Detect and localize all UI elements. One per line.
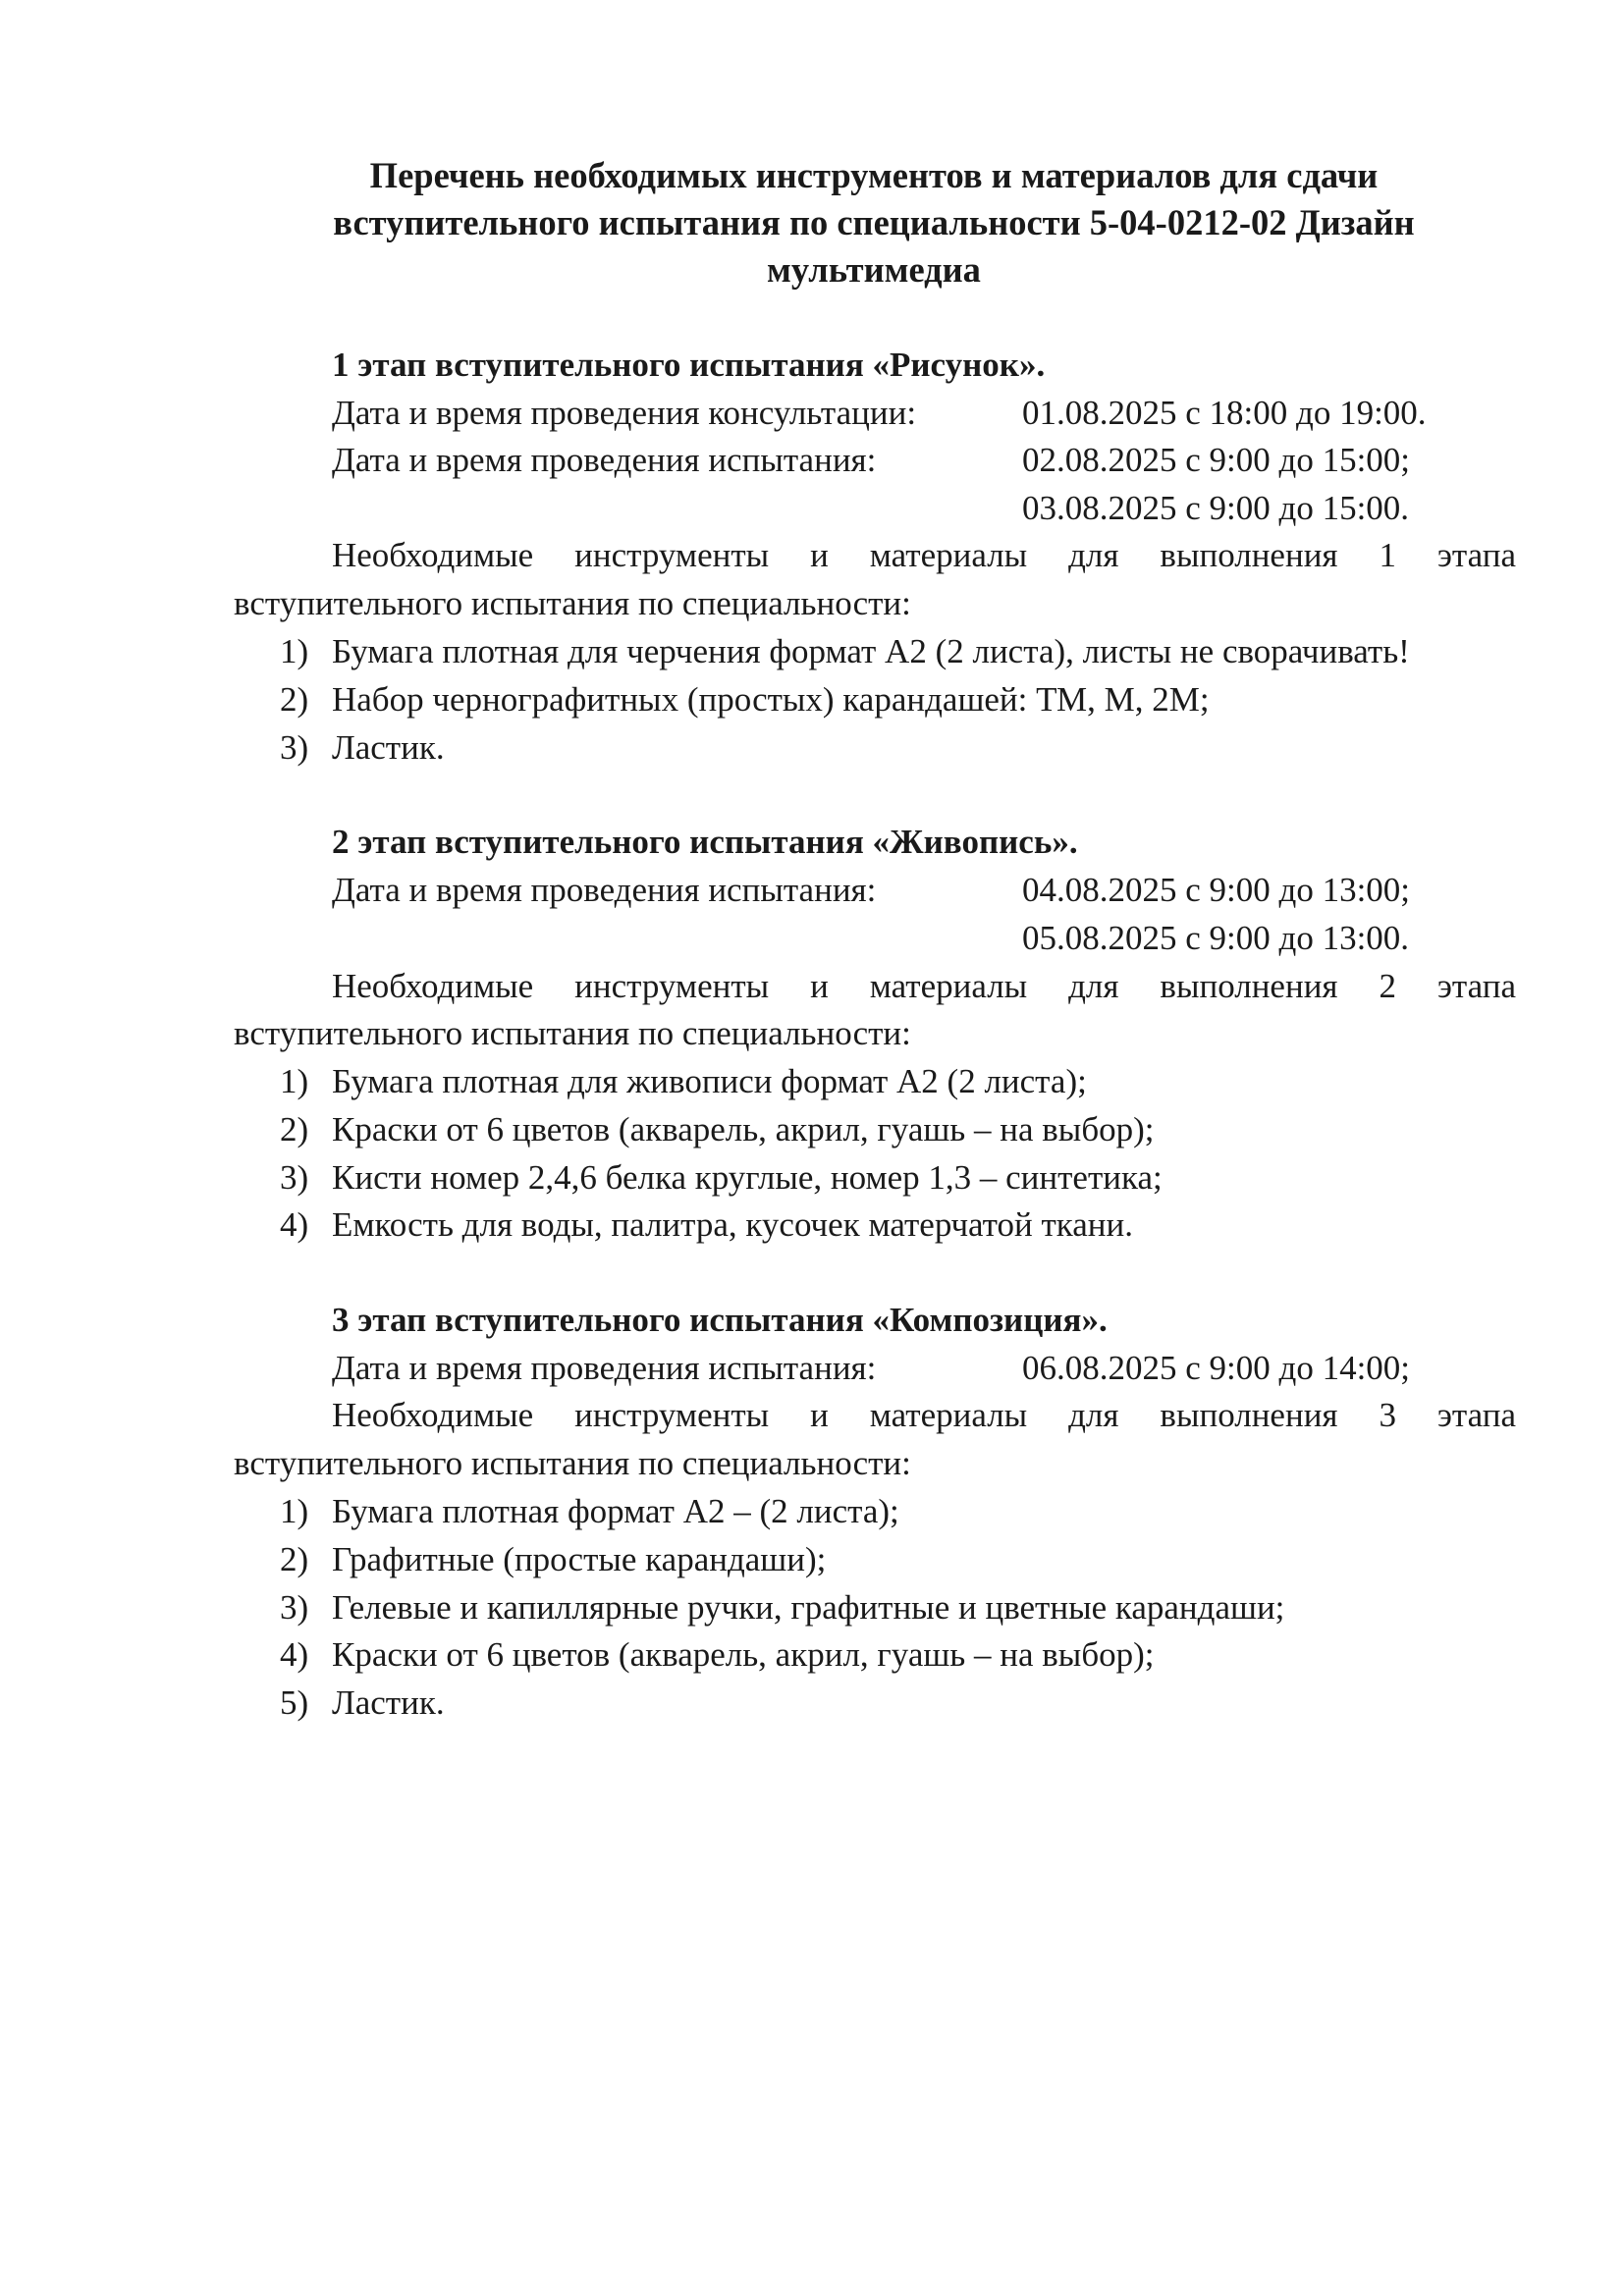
stage3-item-3-number: 3) — [280, 1588, 309, 1627]
stage1-item-1: Бумага плотная для черчения формат А2 (2 листа), листы не сворачивать! — [332, 632, 1410, 670]
stage3-item-1: Бумага плотная формат А2 – (2 листа); — [332, 1492, 899, 1530]
stage2-item-1: Бумага плотная для живописи формат А2 (2 листа); — [332, 1062, 1087, 1100]
stage1-exam-value-1: 02.08.2025 с 9:00 до 15:00; — [1022, 441, 1411, 479]
stage3-item-5: Ластик. — [332, 1683, 445, 1722]
stage2-item-4: Емкость для воды, палитра, кусочек матерчатой ткани. — [332, 1205, 1134, 1244]
stage2-exam-value-2: 05.08.2025 с 9:00 до 13:00. — [1022, 919, 1410, 957]
stage1-item-2-number: 2) — [280, 680, 309, 719]
stage3-item-1-number: 1) — [280, 1492, 309, 1530]
stage3-materials-intro-2: вступительного испытания по специальности: — [234, 1444, 911, 1482]
stage2-item-2: Краски от 6 цветов (акварель, акрил, гуашь – на выбор); — [332, 1110, 1155, 1148]
stage3-item-4: Краски от 6 цветов (акварель, акрил, гуашь – на выбор); — [332, 1635, 1155, 1674]
stage3-exam-value-1: 06.08.2025 с 9:00 до 14:00; — [1022, 1349, 1411, 1387]
stage1-consult-value: 01.08.2025 с 18:00 до 19:00. — [1022, 394, 1427, 432]
stage2-heading: 2 этап вступительного испытания «Живопись». — [332, 823, 1078, 861]
stage3-materials-intro-1: Необходимые инструменты и материалы для выполнения 3 этапа — [332, 1396, 1516, 1434]
stage3-item-5-number: 5) — [280, 1683, 309, 1722]
stage2-item-3: Кисти номер 2,4,6 белка круглые, номер 1,3 – синтетика; — [332, 1158, 1163, 1197]
stage2-exam-label: Дата и время проведения испытания: — [332, 871, 877, 909]
stage3-exam-label: Дата и время проведения испытания: — [332, 1349, 877, 1387]
title-line-1: Перечень необходимых инструментов и материалов для сдачи — [369, 155, 1379, 195]
stage1-exam-value-2: 03.08.2025 с 9:00 до 15:00. — [1022, 489, 1410, 527]
stage3-item-2: Графитные (простые карандаши); — [332, 1540, 827, 1578]
stage1-heading: 1 этап вступительного испытания «Рисунок». — [332, 346, 1046, 384]
stage1-consult-label: Дата и время проведения консультации: — [332, 394, 917, 432]
stage3-item-4-number: 4) — [280, 1635, 309, 1674]
stage1-materials-intro-2: вступительного испытания по специальности: — [234, 584, 911, 622]
stage2-item-2-number: 2) — [280, 1110, 309, 1148]
stage2-item-3-number: 3) — [280, 1158, 309, 1197]
stage2-exam-value-1: 04.08.2025 с 9:00 до 13:00; — [1022, 871, 1411, 909]
stage1-item-2: Набор чернографитных (простых) карандашей: ТМ, М, 2М; — [332, 680, 1210, 719]
stage1-exam-label: Дата и время проведения испытания: — [332, 441, 877, 479]
stage1-item-1-number: 1) — [280, 632, 309, 670]
stage1-item-3: Ластик. — [332, 728, 445, 767]
title-line-2: вступительного испытания по специальности 5-04-0212-02 Дизайн — [333, 202, 1415, 242]
stage3-heading: 3 этап вступительного испытания «Композиция». — [332, 1301, 1108, 1339]
stage1-item-3-number: 3) — [280, 728, 309, 767]
title-line-3: мультимедиа — [767, 249, 981, 290]
stage2-item-4-number: 4) — [280, 1205, 309, 1244]
stage1-materials-intro-1: Необходимые инструменты и материалы для выполнения 1 этапа — [332, 536, 1516, 574]
stage3-item-3: Гелевые и капиллярные ручки, графитные и цветные карандаши; — [332, 1588, 1285, 1627]
document-title — [236, 152, 1512, 294]
stage2-item-1-number: 1) — [280, 1062, 309, 1100]
stage2-materials-intro-1: Необходимые инструменты и материалы для выполнения 2 этапа — [332, 967, 1516, 1005]
stage3-item-2-number: 2) — [280, 1540, 309, 1578]
stage2-materials-intro-2: вступительного испытания по специальности: — [234, 1014, 911, 1052]
